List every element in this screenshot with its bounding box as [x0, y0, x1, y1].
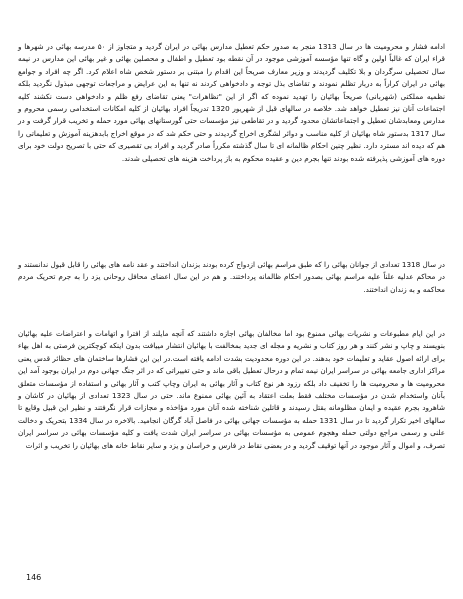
paragraph-3: در این ایام مطبوعات و نشریات بهائی ممنوع بود اما مخالفان بهائی اجازه داشتند که آنچه مایلند از افترا و اتهامات و اعتراضات علیه بهائیان بنویسند و چاپ و نشر کنند و هر روز کتاب و نشریه و مجله ای جدید بمخالفت با بهائیان انتشار مییافت بدون اینکه کوچکترین فرصتی به اهل بهاء برای ارائه اصول عقاید و تعلیمات خود بدهند. در این دوره محدودیت بشدت ادامه یافته است.در این این فشارها ساختمان های حظائر قدس یعنی مراکز اداری جامعه بهائی در سراسر ایران نیمه تمام و درحال تعطیل باقی ماند و حتی تغییراتی که در اثر جنگ جهانی دوم در ایران بوجود آمد این محرومیت ها و محرومیت ها را تخفیف داد بلکه رزود هر نوع کتاب و آثار بهائی به ایران وچاپ کتب و آثار بهائی و استفاده از مؤسسات متعلق بآنان واستخدام شدن در مؤسسات مختلف فقط بعلت اعتقاد به آئین بهائی ممنوع ماند. حتی در سال 1323 تعدادی از بهائیان در کاشان و شاهرود بجرم عقیده و ایمان مظلومانه بقتل رسیدند و قاتلین شناخته شده آنان مورد مؤاخذه و مجازات قرار نگرفتند و نظیر این قبیل وقایع تا سالهای اخیر تکرار گردید تا در سال 1331 حمله به مؤسسات جهانی بهائی در فاصل آباد گرگان انجامید. بالاخره در سال 1334 بتحریک و دخالت علنی و رسمی مراجع دولتی حمله وهجوم عمومی به مؤسسات بهائی در سراسر ایران شدت یافت و کلیه مؤسسات بهائی در سراسر ایران تصرف، و اموال و آثار موجود در آنها توقیف گردید و در بعضی نقاط در فارس و خراسان و یزد و سایر نقاط خانه های بهائیان را تخریب و اثرات	[18, 329, 445, 450]
paragraph-1: ادامه فشار و محرومیت ها در سال 1313 منجر به صدور حکم تعطیل مدارس بهائی در ایران گردید و متجاوز از ۵۰ مدرسه بهائی در شهرها و قراء ایران که غالباً اولین و گاه تنها مؤسسه آموزشی موجود در آن نقطه بود تعطیل و اطفال و محصلین بهائی و غیر بهائی این مدارس در نیمه سال تحصیلی سرگردان و بلا تکلیف گردیدند و وزیر معارف صریحاً این اقدام را مبتنی بر دستور شخص شاه اعلام کرد. اگر چه افراد و جوامع بهائی در ایران کراراً به دربار تظلم نمودند و تقاضای بذل توجه و دادخواهی کردند نه تنها به این عرایض و مراجعات توجهی مبذول نگردید بلکه نظمیه مملکتی (شهربانی) صریحاً بهائیان را تهدید نموده که اگر از این "تظاهرات" یعنی تقاضای رفع ظلم و دادخواهی دست نکشند کلیه اجتماعات آنان نیز تعطیل خواهد شد. خلاصه در سالهای قبل از شهریور 1320 تدریجاً افراد بهائیان از کلیه امکانات استخدامی رسمی محروم و مدارس ومعابدشان تعطیل و اجتماعاتشان محدود گردید و در تقاطعی نیز مؤسسات حتی گورستانهای بهائی مورد حمله و تخریب قرار گرفت و در سال 1317 بدستور شاه بهائیان از کلیه مناسب و دوائر لشگری اخراج گردیدند و حتی حکم شد که در موقع اخراج بابدهزینه آموزش و تعلیماتی را هم که دیده اند مسترد دارد. نظیر چنین احکام ظالمانه ای تا سال گذشته مکرراً صادر گردید و افراد بی تقصیری که حتی با تصریح دولت خود برای دوره های آموزشی پذیرفته شده بودند تنها بجرم دین و عقیده محکوم به باز پرداخت هزینه های تحصیلی شدند.	[18, 42, 446, 163]
page-number: 146	[26, 573, 42, 582]
paragraph-2: در سال 1318 تعدادی از جوانان بهائی را که طبق مراسم بهائی ازدواج کرده بودند بزندان انداختند و عقد نامه های بهائی را قابل قبول ندانستند و در محاکم عدلیه علناً علیه مراسم بهائی بصدور احکام ظالمانه پرداختند. و هم در این سال اعضای محافل روحانی یزد را به جرم تحریک مردم محاکمه و به زندان انداختند.	[18, 260, 445, 294]
